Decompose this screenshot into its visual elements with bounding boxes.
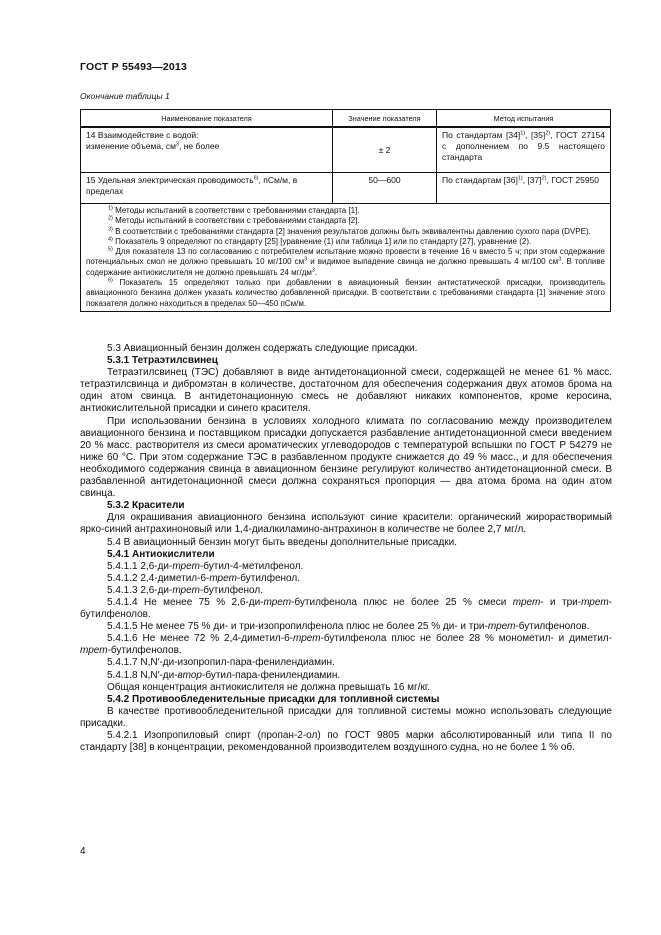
paragraph-5-4-2-1: 5.4.2.1 Изопропиловый спирт (пропан-2-ол) по ГОСТ 9805 марки абсолютированный или типа II по стандарту [38] в концентрации, рекомендованной производителем воздушного судна, но не более 1 % об. [80, 730, 612, 754]
list-item: 5.4.1.2 2,4-диметил-6-трет-бутилфенол. [107, 572, 301, 584]
list-item: 5.4.1.7 N,N′-ди-изопропил-пара-фенилендиамин. [107, 657, 335, 669]
paragraph: При использовании бензина в условиях холодного климата по согласованию между производителем авиационного бензина и поставщиком присадки допускается разбавление антидетонационной смеси введением 20 % масс. растворителя из смеси ароматических углеводородов с температурой вспышки по ГОСТ Р 54279 не ниже 60 °С. При этом содержание ТЭС в разбавленном продукте снижается до 49 % масс., и для обеспечения необходимого содержания свинца в авиационном бензине регулируют количество антидетонационной смеси. В разбавленной антидетонационной смеси должна сохраняться пропорция — два атома брома на один атом свинца. [80, 415, 612, 500]
indicator-value-cell: ± 2 [333, 127, 437, 173]
table-notes [81, 204, 611, 312]
document-body [80, 343, 612, 754]
footnote: $^{3)}$ В соответствии с требованиями стандарта [2] значения результатов должны быть эквивалентны давлению сухого пара (DVPE). [108, 226, 591, 236]
table-header-row [81, 110, 611, 128]
table-notes-row [81, 204, 611, 312]
indicator-name-cell: 15 Удельная электрическая проводимость$^{6)}$, пСм/м, в пределах [81, 173, 333, 204]
footnote: $^{5)}$ Для показателя 13 по согласованию с потребителем испытание можно провести в течение 16 ч вместо 5 ч; при этом содержание потенциальных смол не должно превышать 10 мг/100 $см^3$ и видимое выпадение свинца не должно превышать 4 мг/100 $см^3$. В топливе содержание антиокислителя не должно превышать 24 $мг/дм^3$. [86, 246, 606, 277]
paragraph: Общая концентрация антиокислителя не должна превышать 16 мг/кг. [107, 681, 431, 693]
list-item: 5.4.1.8 N,N′-ди-втор-бутил-пара-фенилендиамин. [107, 669, 341, 681]
indicator-value-cell: 50—600 [333, 173, 437, 204]
paragraph: Для окрашивания авиационного бензина используют синие красители: органический жирорастворимый ярко-синий антрахиноновый или 1,4-диалкиламино-антрахинон в количестве не более 2,7 мг/л. [80, 512, 612, 536]
list-item: 5.4.1.1 2,6-ди-трет-бутил-4-метилфенол. [107, 560, 304, 572]
table-caption: Окончание таблицы 1 [80, 91, 170, 101]
table-row [81, 173, 611, 204]
column-header-name: Наименование показателя [81, 110, 333, 128]
list-item: 5.4.1.6 Не менее 72 % 2,4-диметил-6-трет-бутилфенола плюс не более 28 % монометил- и диметил-трет-бутилфенолов. [80, 633, 613, 657]
indicator-name-cell: 14 Взаимодействие с водой: изменение объема, $см^3$, не более [81, 127, 333, 173]
column-header-method: Метод испытания [437, 110, 611, 128]
paragraph: Тетраэтилсвинец (ТЭС) добавляют в виде антидетонационной смеси, содержащей не менее 61 % масс. тетраэтилсвинца и дибромэтан в количестве, достаточном для обеспечения содержания двух атомов брома на один атом свинца. В антидетонационную смесь не добавляют никаких компонентов, кроме керосина, антиокислительной присадки и синего красителя. [80, 367, 612, 415]
list-item: 5.4.1.4 Не менее 75 % 2,6-ди-трет-бутилфенола плюс не более 25 % смеси трет- и три-трет-бутилфенолов. [80, 596, 612, 621]
column-header-value: Значение показателя [333, 110, 437, 128]
paragraph: В качестве противообледенительной присадки для топливной системы можно использовать следующие присадки. [80, 705, 612, 729]
footnote: $^{1)}$ Методы испытаний в соответствии с требованиями стандарта [1]. [108, 205, 360, 215]
footnote: $^{6)}$ Показатель 15 определяют только при добавлении в авиационный бензин антистатической присадки, производитель авиационного бензина должен указать количество добавленной присадки. В соответствии с требованиями стандарта [1] значение этого показателя должно находиться в пределах 50—450 пСм/м. [86, 277, 605, 308]
heading-5-3-1: 5.3.1 Тетраэтилсвинец [107, 355, 218, 367]
document-header: ГОСТ Р 55493—2013 [80, 61, 188, 73]
test-method-cell: По стандартам $[36]^{1)}$, $[37]^{2)}$, ГОСТ 25950 [437, 173, 611, 204]
paragraph-5-3: 5.3 Авиационный бензин должен содержать следующие присадки. [107, 343, 418, 354]
footnote: $^{4)}$ Показатель 9 определяют по стандарту [25] [уравнение (1) или таблица 1] или по стандарту [27], уравнение (2). [108, 236, 532, 246]
heading-5-4-1: 5.4.1 Антиокислители [107, 548, 215, 560]
heading-5-3-2: 5.3.2 Красители [107, 500, 185, 512]
paragraph-5-4: 5.4 В авиационный бензин могут быть введены дополнительные присадки. [107, 536, 458, 548]
table-row [81, 127, 611, 173]
heading-5-4-2: 5.4.2 Противообледенительные присадки для топливной системы [107, 693, 440, 705]
table-1-continuation [80, 109, 611, 312]
list-item: 5.4.1.5 Не менее 75 % ди- и три-изопропилфенола плюс не более 25 % ди- и три-трет-бутилфенолов. [107, 621, 590, 633]
footnote: $^{2)}$ Методы испытаний в соответствии с требованиями стандарта [2]. [108, 215, 360, 226]
page-number: 4 [80, 846, 86, 857]
list-item: 5.4.1.3 2,6-ди-трет-бутилфенол. [107, 584, 264, 596]
test-method-cell: По стандартам $[34]^{1)}$, $[35]^{2)}$, ГОСТ 27154 с дополнением по 9.5 настоящего стандарта [437, 127, 611, 173]
